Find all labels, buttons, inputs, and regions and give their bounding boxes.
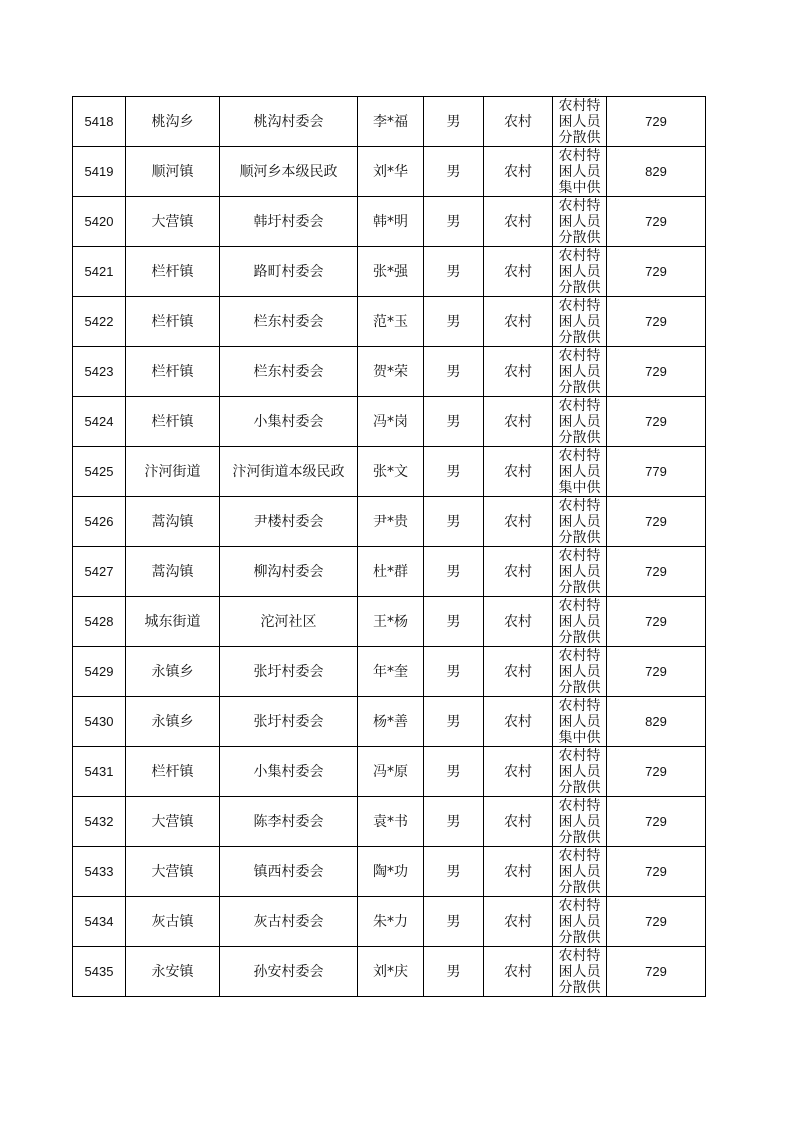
table-row — [73, 497, 706, 547]
support-category-text: 农村特困人员分散供 — [558, 298, 601, 345]
amount-cell: 729 — [607, 297, 706, 347]
person-name-cell: 尹*贵 — [358, 497, 424, 547]
gender-cell: 男 — [424, 297, 484, 347]
table-row — [73, 347, 706, 397]
person-name-cell: 杨*善 — [358, 697, 424, 747]
gender-cell: 男 — [424, 97, 484, 147]
area-type-cell: 农村 — [484, 597, 553, 647]
town-cell: 灰古镇 — [126, 897, 220, 947]
table-row — [73, 97, 706, 147]
amount-cell: 729 — [607, 747, 706, 797]
person-name-cell: 刘*庆 — [358, 947, 424, 997]
gender-cell: 男 — [424, 797, 484, 847]
amount-cell: 729 — [607, 197, 706, 247]
village-committee-cell: 栏东村委会 — [220, 297, 358, 347]
support-category-cell — [553, 497, 607, 547]
amount-cell: 729 — [607, 547, 706, 597]
gender-cell: 男 — [424, 247, 484, 297]
gender-cell: 男 — [424, 197, 484, 247]
area-type-cell: 农村 — [484, 147, 553, 197]
support-category-cell — [553, 897, 607, 947]
town-cell: 栏杆镇 — [126, 747, 220, 797]
person-name-cell: 刘*华 — [358, 147, 424, 197]
amount-cell: 729 — [607, 947, 706, 997]
record-id-cell: 5433 — [73, 847, 126, 897]
record-id-cell: 5432 — [73, 797, 126, 847]
amount-cell: 729 — [607, 497, 706, 547]
amount-cell: 729 — [607, 347, 706, 397]
gender-cell: 男 — [424, 897, 484, 947]
support-category-cell — [553, 347, 607, 397]
area-type-cell: 农村 — [484, 947, 553, 997]
support-category-cell — [553, 447, 607, 497]
gender-cell: 男 — [424, 347, 484, 397]
gender-cell: 男 — [424, 597, 484, 647]
town-cell: 栏杆镇 — [126, 297, 220, 347]
record-id-cell: 5429 — [73, 647, 126, 697]
support-category-cell — [553, 547, 607, 597]
amount-cell: 729 — [607, 97, 706, 147]
area-type-cell: 农村 — [484, 647, 553, 697]
table-row — [73, 397, 706, 447]
support-category-text: 农村特困人员分散供 — [558, 598, 601, 645]
amount-cell: 729 — [607, 597, 706, 647]
area-type-cell: 农村 — [484, 497, 553, 547]
amount-cell: 729 — [607, 247, 706, 297]
support-category-cell — [553, 297, 607, 347]
area-type-cell: 农村 — [484, 747, 553, 797]
support-category-cell — [553, 747, 607, 797]
village-committee-cell: 韩圩村委会 — [220, 197, 358, 247]
gender-cell: 男 — [424, 947, 484, 997]
village-committee-cell: 尹楼村委会 — [220, 497, 358, 547]
town-cell: 栏杆镇 — [126, 347, 220, 397]
support-category-text: 农村特困人员分散供 — [558, 648, 601, 695]
person-name-cell: 冯*原 — [358, 747, 424, 797]
person-name-cell: 张*强 — [358, 247, 424, 297]
area-type-cell: 农村 — [484, 547, 553, 597]
table-row — [73, 747, 706, 797]
person-name-cell: 贺*荣 — [358, 347, 424, 397]
table-row — [73, 297, 706, 347]
support-category-text: 农村特困人员集中供 — [558, 698, 601, 745]
table-row — [73, 247, 706, 297]
town-cell: 大营镇 — [126, 847, 220, 897]
area-type-cell: 农村 — [484, 397, 553, 447]
gender-cell: 男 — [424, 147, 484, 197]
gender-cell: 男 — [424, 647, 484, 697]
gender-cell: 男 — [424, 397, 484, 447]
town-cell: 永镇乡 — [126, 697, 220, 747]
record-id-cell: 5425 — [73, 447, 126, 497]
gender-cell: 男 — [424, 447, 484, 497]
support-category-cell — [553, 797, 607, 847]
record-id-cell: 5431 — [73, 747, 126, 797]
person-name-cell: 杜*群 — [358, 547, 424, 597]
amount-cell: 729 — [607, 397, 706, 447]
area-type-cell: 农村 — [484, 797, 553, 847]
record-id-cell: 5428 — [73, 597, 126, 647]
village-committee-cell: 路町村委会 — [220, 247, 358, 297]
town-cell: 栏杆镇 — [126, 397, 220, 447]
support-category-text: 农村特困人员集中供 — [558, 148, 601, 195]
gender-cell: 男 — [424, 847, 484, 897]
table-row — [73, 147, 706, 197]
area-type-cell: 农村 — [484, 297, 553, 347]
support-category-text: 农村特困人员集中供 — [558, 448, 601, 495]
village-committee-cell: 镇西村委会 — [220, 847, 358, 897]
table-row — [73, 597, 706, 647]
support-category-text: 农村特困人员分散供 — [558, 498, 601, 545]
support-category-text: 农村特困人员分散供 — [558, 798, 601, 845]
support-category-cell — [553, 597, 607, 647]
record-id-cell: 5422 — [73, 297, 126, 347]
person-name-cell: 张*文 — [358, 447, 424, 497]
area-type-cell: 农村 — [484, 447, 553, 497]
table-row — [73, 647, 706, 697]
area-type-cell: 农村 — [484, 197, 553, 247]
amount-cell: 729 — [607, 647, 706, 697]
area-type-cell: 农村 — [484, 97, 553, 147]
record-id-cell: 5423 — [73, 347, 126, 397]
support-category-cell — [553, 97, 607, 147]
person-name-cell: 王*杨 — [358, 597, 424, 647]
area-type-cell: 农村 — [484, 897, 553, 947]
village-committee-cell: 张圩村委会 — [220, 697, 358, 747]
table-row — [73, 697, 706, 747]
table-row — [73, 897, 706, 947]
table-row — [73, 847, 706, 897]
table-body — [73, 97, 706, 997]
person-name-cell: 李*福 — [358, 97, 424, 147]
record-id-cell: 5430 — [73, 697, 126, 747]
support-category-text: 农村特困人员分散供 — [558, 898, 601, 945]
person-name-cell: 范*玉 — [358, 297, 424, 347]
record-id-cell: 5426 — [73, 497, 126, 547]
amount-cell: 729 — [607, 847, 706, 897]
record-id-cell: 5434 — [73, 897, 126, 947]
support-category-text: 农村特困人员分散供 — [558, 848, 601, 895]
village-committee-cell: 小集村委会 — [220, 397, 358, 447]
amount-cell: 729 — [607, 797, 706, 847]
support-category-text: 农村特困人员分散供 — [558, 98, 601, 145]
town-cell: 蒿沟镇 — [126, 547, 220, 597]
support-category-text: 农村特困人员分散供 — [558, 948, 601, 995]
person-name-cell: 冯*岗 — [358, 397, 424, 447]
town-cell: 永镇乡 — [126, 647, 220, 697]
record-id-cell: 5421 — [73, 247, 126, 297]
support-category-cell — [553, 647, 607, 697]
gender-cell: 男 — [424, 547, 484, 597]
person-name-cell: 韩*明 — [358, 197, 424, 247]
village-committee-cell: 张圩村委会 — [220, 647, 358, 697]
amount-cell: 829 — [607, 697, 706, 747]
support-category-cell — [553, 847, 607, 897]
village-committee-cell: 柳沟村委会 — [220, 547, 358, 597]
support-category-cell — [553, 197, 607, 247]
gender-cell: 男 — [424, 747, 484, 797]
village-committee-cell: 栏东村委会 — [220, 347, 358, 397]
village-committee-cell: 桃沟村委会 — [220, 97, 358, 147]
table-row — [73, 197, 706, 247]
area-type-cell: 农村 — [484, 847, 553, 897]
village-committee-cell: 汴河街道本级民政 — [220, 447, 358, 497]
table-row — [73, 947, 706, 997]
town-cell: 永安镇 — [126, 947, 220, 997]
amount-cell: 829 — [607, 147, 706, 197]
village-committee-cell: 陈李村委会 — [220, 797, 358, 847]
amount-cell: 779 — [607, 447, 706, 497]
village-committee-cell: 沱河社区 — [220, 597, 358, 647]
support-category-text: 农村特困人员分散供 — [558, 198, 601, 245]
support-category-text: 农村特困人员分散供 — [558, 548, 601, 595]
gender-cell: 男 — [424, 497, 484, 547]
area-type-cell: 农村 — [484, 247, 553, 297]
town-cell: 汴河街道 — [126, 447, 220, 497]
support-category-text: 农村特困人员分散供 — [558, 748, 601, 795]
village-committee-cell: 孙安村委会 — [220, 947, 358, 997]
record-id-cell: 5420 — [73, 197, 126, 247]
area-type-cell: 农村 — [484, 697, 553, 747]
record-id-cell: 5427 — [73, 547, 126, 597]
town-cell: 城东街道 — [126, 597, 220, 647]
town-cell: 大营镇 — [126, 197, 220, 247]
person-name-cell: 袁*书 — [358, 797, 424, 847]
table-row — [73, 547, 706, 597]
gender-cell: 男 — [424, 697, 484, 747]
town-cell: 栏杆镇 — [126, 247, 220, 297]
person-name-cell: 陶*功 — [358, 847, 424, 897]
support-category-text: 农村特困人员分散供 — [558, 398, 601, 445]
support-category-text: 农村特困人员分散供 — [558, 348, 601, 395]
person-name-cell: 朱*力 — [358, 897, 424, 947]
town-cell: 蒿沟镇 — [126, 497, 220, 547]
town-cell: 顺河镇 — [126, 147, 220, 197]
record-id-cell: 5419 — [73, 147, 126, 197]
town-cell: 桃沟乡 — [126, 97, 220, 147]
person-name-cell: 年*奎 — [358, 647, 424, 697]
record-id-cell: 5418 — [73, 97, 126, 147]
village-committee-cell: 小集村委会 — [220, 747, 358, 797]
beneficiary-table — [72, 96, 706, 997]
support-category-cell — [553, 947, 607, 997]
support-category-cell — [553, 147, 607, 197]
support-category-cell — [553, 247, 607, 297]
record-id-cell: 5435 — [73, 947, 126, 997]
village-committee-cell: 顺河乡本级民政 — [220, 147, 358, 197]
area-type-cell: 农村 — [484, 347, 553, 397]
table-row — [73, 447, 706, 497]
support-category-cell — [553, 697, 607, 747]
table-row — [73, 797, 706, 847]
support-category-text: 农村特困人员分散供 — [558, 248, 601, 295]
village-committee-cell: 灰古村委会 — [220, 897, 358, 947]
record-id-cell: 5424 — [73, 397, 126, 447]
town-cell: 大营镇 — [126, 797, 220, 847]
amount-cell: 729 — [607, 897, 706, 947]
support-category-cell — [553, 397, 607, 447]
